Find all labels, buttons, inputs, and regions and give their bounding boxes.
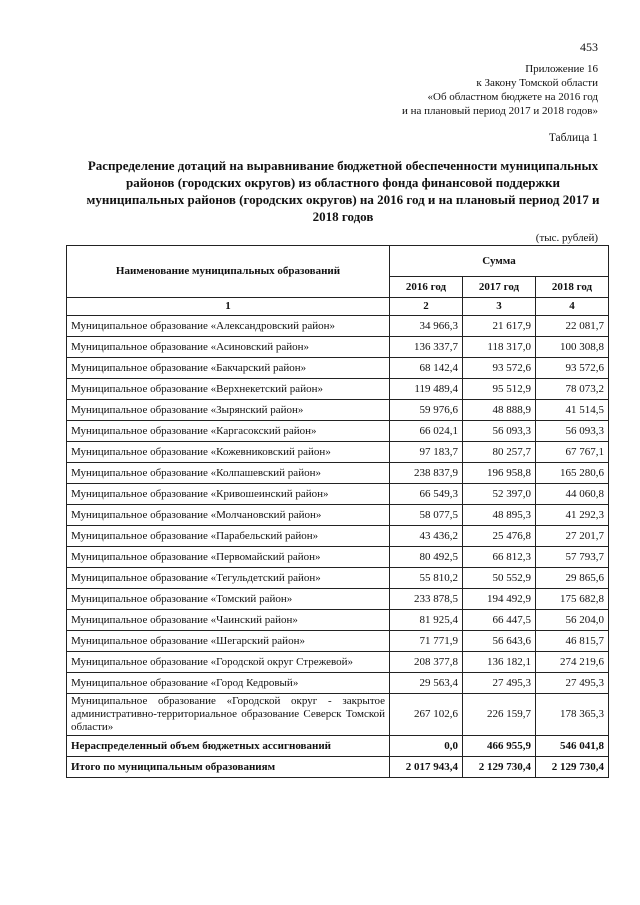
- table-row: [67, 547, 609, 568]
- table-row: [67, 631, 609, 652]
- row-value-2018: 41 292,3: [536, 505, 609, 526]
- row-value-2017: 25 476,8: [463, 526, 536, 547]
- row-value-2017: 196 958,8: [463, 463, 536, 484]
- table-row: [67, 316, 609, 337]
- table-row: [67, 379, 609, 400]
- appendix-line-2: к Закону Томской области: [476, 77, 598, 89]
- header-year-2018: 2018 год: [536, 277, 609, 298]
- row-value-2018: 57 793,7: [536, 547, 609, 568]
- row-name: Муниципальное образование «Бакчарский район»: [67, 358, 390, 379]
- row-value-2016: 233 878,5: [390, 589, 463, 610]
- row-name: Муниципальное образование «Каргасокский район»: [67, 421, 390, 442]
- table-row: [67, 442, 609, 463]
- row-name: Муниципальное образование «Колпашевский район»: [67, 463, 390, 484]
- row-value-2018: 46 815,7: [536, 631, 609, 652]
- row-name: Муниципальное образование «Томский район»: [67, 589, 390, 610]
- row-value-2017: 27 495,3: [463, 673, 536, 694]
- row-value-2016: 29 563,4: [390, 673, 463, 694]
- row-value-2018: 78 073,2: [536, 379, 609, 400]
- row-value-2016: 66 549,3: [390, 484, 463, 505]
- row-name: Муниципальное образование «Молчановский район»: [67, 505, 390, 526]
- row-name: Муниципальное образование «Чаинский район»: [67, 610, 390, 631]
- appendix-line-1: Приложение 16: [525, 63, 598, 75]
- row-value-2017: 56 093,3: [463, 421, 536, 442]
- row-value-2016: 68 142,4: [390, 358, 463, 379]
- row-value-2017: 93 572,6: [463, 358, 536, 379]
- units-note: (тыс. рублей): [535, 232, 598, 244]
- row-value-2016: 208 377,8: [390, 652, 463, 673]
- row-value-2016: 66 024,1: [390, 421, 463, 442]
- row-name: Муниципальное образование «Асиновский район»: [67, 337, 390, 358]
- table-label: Таблица 1: [548, 132, 598, 144]
- document-title: Распределение дотаций на выравнивание бюджетной обеспеченности муниципальных районов (городских округов) из областного фонда финансовой поддержки муниципальных районов (городских округов) на 2016 год и на плановый период 2017 и 2018 годов: [86, 158, 600, 224]
- table-body: [67, 316, 609, 778]
- row-value-2018: 100 308,8: [536, 337, 609, 358]
- row-value-2016: 136 337,7: [390, 337, 463, 358]
- row-name: Муниципальное образование «Городской округ - закрытое административно-территориальное образование Северск Томской области»: [67, 694, 390, 736]
- row-name: Муниципальное образование «Городской округ Стрежевой»: [67, 652, 390, 673]
- row-value-2017: 52 397,0: [463, 484, 536, 505]
- row-value-2016: 34 966,3: [390, 316, 463, 337]
- row-value-2018: 165 280,6: [536, 463, 609, 484]
- row-value-2016: 0,0: [390, 736, 463, 757]
- header-sum: Сумма: [390, 246, 609, 277]
- row-name: Муниципальное образование «Первомайский район»: [67, 547, 390, 568]
- row-name: Муниципальное образование «Александровский район»: [67, 316, 390, 337]
- table-row: [67, 421, 609, 442]
- row-value-2017: 80 257,7: [463, 442, 536, 463]
- row-value-2018: 178 365,3: [536, 694, 609, 736]
- row-name: Муниципальное образование «Кривошеинский район»: [67, 484, 390, 505]
- row-name: Муниципальное образование «Верхнекетский район»: [67, 379, 390, 400]
- row-value-2016: 59 976,6: [390, 400, 463, 421]
- col-number-3: 3: [463, 298, 536, 316]
- table-row: [67, 505, 609, 526]
- row-value-2017: 56 643,6: [463, 631, 536, 652]
- row-name: Муниципальное образование «Кожевниковский район»: [67, 442, 390, 463]
- row-value-2017: 48 895,3: [463, 505, 536, 526]
- row-value-2017: 21 617,9: [463, 316, 536, 337]
- row-value-2018: 274 219,6: [536, 652, 609, 673]
- row-value-2018: 67 767,1: [536, 442, 609, 463]
- row-value-2016: 71 771,9: [390, 631, 463, 652]
- header-name: Наименование муниципальных образований: [67, 246, 390, 298]
- row-value-2017: 118 317,0: [463, 337, 536, 358]
- row-name: Муниципальное образование «Город Кедровый»: [67, 673, 390, 694]
- row-value-2017: 95 512,9: [463, 379, 536, 400]
- table-row: [67, 463, 609, 484]
- table-row: [67, 589, 609, 610]
- table-row: [67, 337, 609, 358]
- table-row: [67, 673, 609, 694]
- appendix-line-3: «Об областном бюджете на 2016 год: [427, 91, 598, 103]
- appendix-line-4: и на плановый период 2017 и 2018 годов»: [401, 105, 598, 117]
- row-value-2016: 80 492,5: [390, 547, 463, 568]
- table-row: [67, 400, 609, 421]
- row-value-2018: 44 060,8: [536, 484, 609, 505]
- row-value-2016: 267 102,6: [390, 694, 463, 736]
- table-row: [67, 526, 609, 547]
- page-number: 453: [580, 40, 598, 54]
- row-value-2018: 175 682,8: [536, 589, 609, 610]
- row-name: Муниципальное образование «Тегульдетский район»: [67, 568, 390, 589]
- col-number-2: 2: [390, 298, 463, 316]
- row-value-2017: 226 159,7: [463, 694, 536, 736]
- row-value-2016: 2 017 943,4: [390, 757, 463, 778]
- table-row: [67, 757, 609, 778]
- table-row: [67, 610, 609, 631]
- table-row: [67, 652, 609, 673]
- row-value-2018: 22 081,7: [536, 316, 609, 337]
- table-row: [67, 484, 609, 505]
- table-row: [67, 358, 609, 379]
- row-value-2018: 41 514,5: [536, 400, 609, 421]
- row-value-2016: 43 436,2: [390, 526, 463, 547]
- row-value-2016: 97 183,7: [390, 442, 463, 463]
- row-name: Муниципальное образование «Зырянский район»: [67, 400, 390, 421]
- row-value-2017: 136 182,1: [463, 652, 536, 673]
- row-value-2017: 66 447,5: [463, 610, 536, 631]
- col-number-1: 1: [67, 298, 390, 316]
- row-value-2018: 29 865,6: [536, 568, 609, 589]
- row-value-2017: 466 955,9: [463, 736, 536, 757]
- row-value-2017: 194 492,9: [463, 589, 536, 610]
- row-name: Муниципальное образование «Парабельский район»: [67, 526, 390, 547]
- header-year-2017: 2017 год: [463, 277, 536, 298]
- row-value-2018: 2 129 730,4: [536, 757, 609, 778]
- row-value-2016: 81 925,4: [390, 610, 463, 631]
- row-value-2016: 58 077,5: [390, 505, 463, 526]
- subsidy-table: [66, 245, 609, 778]
- row-value-2016: 55 810,2: [390, 568, 463, 589]
- row-value-2017: 50 552,9: [463, 568, 536, 589]
- table-row: [67, 736, 609, 757]
- row-value-2017: 2 129 730,4: [463, 757, 536, 778]
- row-value-2017: 66 812,3: [463, 547, 536, 568]
- row-value-2016: 238 837,9: [390, 463, 463, 484]
- header-year-2016: 2016 год: [390, 277, 463, 298]
- row-value-2017: 48 888,9: [463, 400, 536, 421]
- row-value-2016: 119 489,4: [390, 379, 463, 400]
- row-name: Итого по муниципальным образованиям: [67, 757, 390, 778]
- row-value-2018: 56 093,3: [536, 421, 609, 442]
- row-value-2018: 27 495,3: [536, 673, 609, 694]
- row-name: Муниципальное образование «Шегарский район»: [67, 631, 390, 652]
- row-value-2018: 546 041,8: [536, 736, 609, 757]
- table-row: [67, 568, 609, 589]
- row-name: Нераспределенный объем бюджетных ассигнований: [67, 736, 390, 757]
- row-value-2018: 56 204,0: [536, 610, 609, 631]
- table-row: [67, 694, 609, 736]
- appendix-header: [402, 62, 598, 118]
- col-number-4: 4: [536, 298, 609, 316]
- row-value-2018: 93 572,6: [536, 358, 609, 379]
- row-value-2018: 27 201,7: [536, 526, 609, 547]
